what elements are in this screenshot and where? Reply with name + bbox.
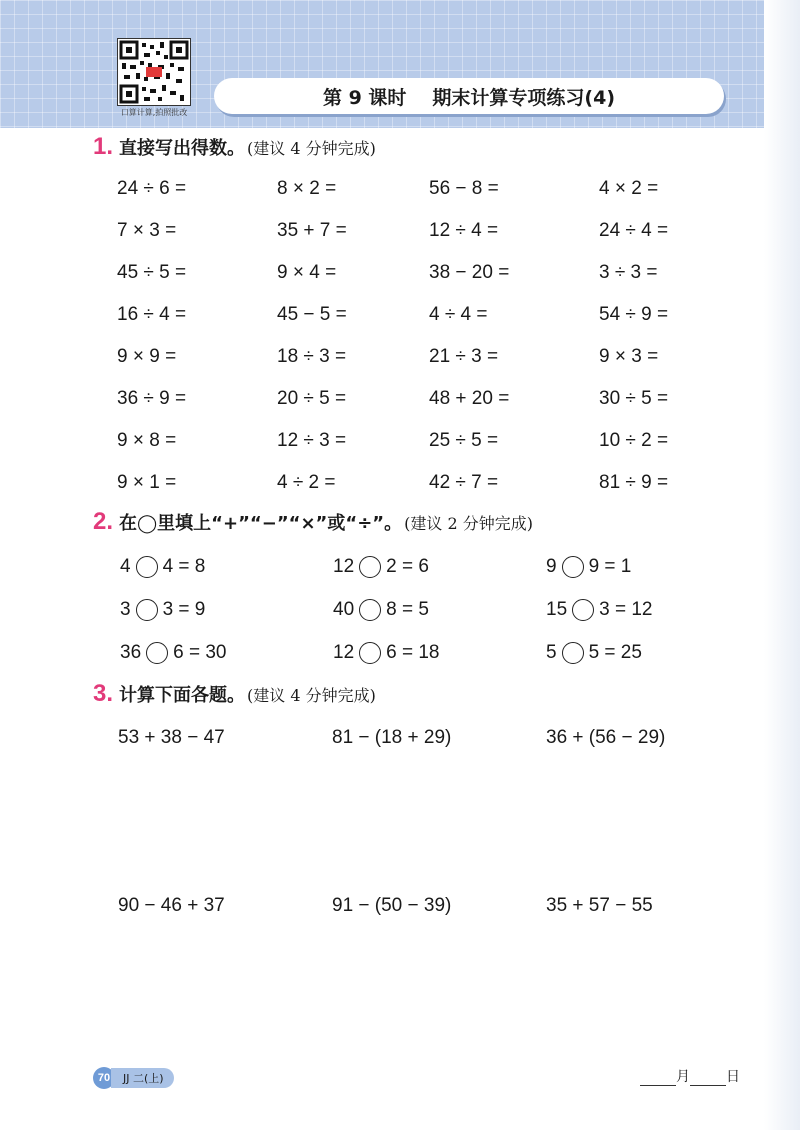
oral-problem: 9 × 8 =: [117, 430, 177, 451]
operator-blank-circle[interactable]: [136, 556, 158, 578]
operator-blank-circle[interactable]: [572, 599, 594, 621]
calc-problem: 90 − 46 + 37: [118, 895, 225, 916]
oral-problem: 4 ÷ 4 =: [429, 304, 488, 325]
operator-blank-circle[interactable]: [359, 642, 381, 664]
section-1-heading: [93, 133, 376, 161]
oral-problem: 48 + 20 =: [429, 388, 510, 409]
calc-problem: 35 + 57 − 55: [546, 895, 653, 916]
oral-problem: 9 × 4 =: [277, 262, 337, 283]
calc-row-1: [118, 727, 718, 749]
left-operand: 15: [546, 598, 568, 620]
oral-problem: 12 ÷ 3 =: [277, 430, 347, 451]
oral-problem: 25 ÷ 5 =: [429, 430, 499, 451]
oral-problem: 36 ÷ 9 =: [117, 388, 187, 409]
oral-problem: 16 ÷ 4 =: [117, 304, 187, 325]
oral-problem: 9 × 9 =: [117, 346, 177, 367]
lesson-title: 期末计算专项练习(4): [432, 86, 616, 109]
lesson-title-banner: [214, 78, 724, 114]
left-operand: 9: [546, 555, 557, 577]
oral-calculation-grid: [117, 168, 677, 504]
left-operand: 40: [333, 598, 355, 620]
operator-blank-circle[interactable]: [136, 599, 158, 621]
section-2-title: 在◯里填上“+”“−”“×”或“÷”。: [119, 513, 403, 534]
page-edge-shadow: [764, 0, 800, 1130]
calc-row-2: [118, 895, 718, 917]
month-blank[interactable]: [640, 1069, 676, 1086]
oral-problem: 9 × 3 =: [599, 346, 659, 367]
operator-blank-circle[interactable]: [146, 642, 168, 664]
operator-blank-circle[interactable]: [562, 642, 584, 664]
oral-problem: 30 ÷ 5 =: [599, 388, 669, 409]
left-operand: 36: [120, 641, 142, 663]
section-1-hint: (建议 4 分钟完成): [247, 139, 376, 158]
day-blank[interactable]: [690, 1069, 726, 1086]
right-expression: 3 = 9: [162, 598, 206, 620]
section-3-title: 计算下面各题。: [119, 685, 246, 706]
operator-problem: [333, 642, 546, 664]
oral-problem: 3 ÷ 3 =: [599, 262, 658, 283]
section-2-hint: (建议 2 分钟完成): [404, 514, 533, 533]
section-3-number: 3.: [93, 680, 114, 707]
operator-problem: [120, 642, 333, 664]
left-operand: 12: [333, 555, 355, 577]
calc-problem: 91 − (50 − 39): [332, 895, 452, 916]
lesson-label: 第 9 课时: [322, 86, 407, 109]
operator-problem: [120, 599, 333, 621]
oral-problem: 54 ÷ 9 =: [599, 304, 669, 325]
calc-problem: 81 − (18 + 29): [332, 727, 452, 748]
right-expression: 2 = 6: [386, 555, 429, 577]
oral-problem: 38 − 20 =: [429, 262, 510, 283]
section-2-heading: [93, 508, 533, 536]
oral-problem: 12 ÷ 4 =: [429, 220, 499, 241]
calc-problem: 53 + 38 − 47: [118, 727, 225, 748]
oral-problem: 4 × 2 =: [599, 178, 659, 199]
qr-code[interactable]: [117, 38, 191, 106]
section-1-title: 直接写出得数。: [119, 138, 246, 159]
oral-problem: 56 − 8 =: [429, 178, 499, 199]
oral-problem: 45 ÷ 5 =: [117, 262, 187, 283]
right-expression: 6 = 30: [173, 641, 227, 663]
operator-problem: [333, 599, 546, 621]
left-operand: 12: [333, 641, 355, 663]
day-label: 日: [726, 1069, 740, 1085]
oral-problem: 21 ÷ 3 =: [429, 346, 499, 367]
operator-fill-grid: [120, 545, 680, 674]
month-label: 月: [676, 1069, 690, 1085]
page-number: 70: [93, 1067, 115, 1089]
oral-problem: 9 × 1 =: [117, 472, 177, 493]
oral-problem: 4 ÷ 2 =: [277, 472, 336, 493]
right-expression: 9 = 1: [588, 555, 632, 577]
section-2-number: 2.: [93, 508, 114, 535]
right-expression: 4 = 8: [162, 555, 206, 577]
oral-problem: 81 ÷ 9 =: [599, 472, 669, 493]
section-3-hint: (建议 4 分钟完成): [247, 686, 376, 705]
oral-problem: 24 ÷ 4 =: [599, 220, 669, 241]
operator-problem: [546, 642, 696, 664]
oral-problem: 10 ÷ 2 =: [599, 430, 669, 451]
left-operand: 3: [120, 598, 131, 620]
operator-blank-circle[interactable]: [562, 556, 584, 578]
right-expression: 5 = 25: [588, 641, 642, 663]
left-operand: 5: [546, 641, 557, 663]
calc-problem: 36 + (56 − 29): [546, 727, 666, 748]
grade-tag: JJ 二(上): [111, 1068, 174, 1088]
oral-problem: 35 + 7 =: [277, 220, 347, 241]
oral-problem: 7 × 3 =: [117, 220, 177, 241]
oral-problem: 18 ÷ 3 =: [277, 346, 347, 367]
oral-problem: 8 × 2 =: [277, 178, 337, 199]
oral-problem: 20 ÷ 5 =: [277, 388, 347, 409]
date-field: [640, 1066, 740, 1086]
operator-blank-circle[interactable]: [359, 599, 381, 621]
operator-blank-circle[interactable]: [359, 556, 381, 578]
qr-caption: 口算计算,拍照批改: [120, 108, 188, 117]
operator-problem: [546, 556, 696, 578]
oral-problem: 42 ÷ 7 =: [429, 472, 499, 493]
section-1-number: 1.: [93, 133, 114, 160]
section-3-heading: [93, 680, 376, 708]
operator-problem: [546, 599, 696, 621]
oral-problem: 24 ÷ 6 =: [117, 178, 187, 199]
page-footer-badge: [93, 1067, 174, 1089]
operator-problem: [333, 556, 546, 578]
operator-problem: [120, 556, 333, 578]
right-expression: 8 = 5: [386, 598, 429, 620]
left-operand: 4: [120, 555, 131, 577]
oral-problem: 45 − 5 =: [277, 304, 347, 325]
right-expression: 6 = 18: [386, 641, 440, 663]
right-expression: 3 = 12: [599, 598, 653, 620]
